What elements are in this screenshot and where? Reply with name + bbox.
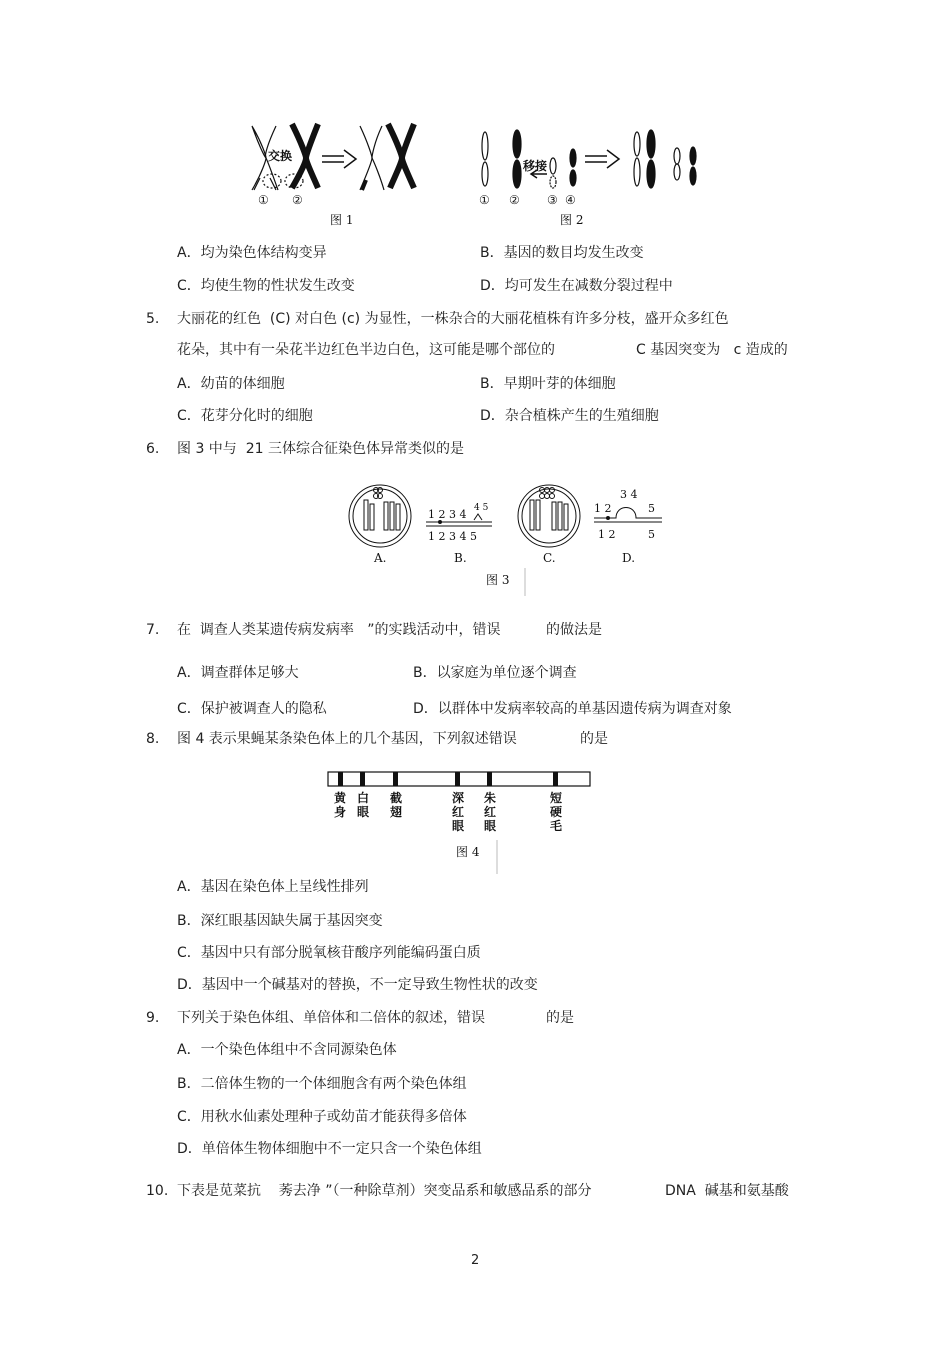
q10-stem-a: 下表是苋菜抗 莠去净 ”（一种除草剂）突变品系和敏感品系的部分 <box>177 1183 592 1199</box>
q8-stem-a: 图 4 表示果蝇某条染色体上的几个基因，下列叙述错误 <box>177 731 517 747</box>
fig1-caption: 图 1 <box>330 213 354 227</box>
fig1-label-1: ① <box>258 193 269 207</box>
fig4-gene-4: 深红眼 <box>452 791 465 833</box>
q9-option-a: A．一个染色体组中不含同源染色体 <box>177 1042 397 1058</box>
q5-number: 5. <box>146 311 160 327</box>
q4-option-a: A．均为染色体结构变异 <box>177 245 327 261</box>
fig1-label-2: ② <box>292 193 303 207</box>
fig3-label-d: D. <box>622 551 636 565</box>
page-number: 2 <box>471 1253 480 1268</box>
q7-stem-a: 在 调查人类某遗传病发病率 ”的实践活动中，错误 <box>177 622 501 638</box>
fig3-label-a: A. <box>374 551 387 565</box>
fig3-label-c: C. <box>543 551 556 565</box>
fig4-gene-5: 朱红眼 <box>484 791 497 833</box>
q9-stem-a: 下列关于染色体组、单倍体和二倍体的叙述，错误 <box>177 1010 485 1026</box>
q4-option-c: C．均使生物的性状发生改变 <box>177 278 355 294</box>
q7-stem-b: 的做法是 <box>546 622 602 638</box>
fig3-d-bottom-right: 5 <box>648 528 655 541</box>
q5-option-d: D．杂合植株产生的生殖细胞 <box>480 408 659 424</box>
q7-option-b: B．以家庭为单位逐个调查 <box>413 665 577 681</box>
fig3-d-top-right: 5 <box>648 502 655 515</box>
fig2-label-4: ④ <box>565 193 576 207</box>
fig2-label-3: ③ <box>547 193 558 207</box>
figure-4 <box>326 768 594 876</box>
fig4-caption: 图 4 <box>456 845 480 859</box>
q10-number: 10. <box>146 1183 169 1199</box>
fig2-caption: 图 2 <box>560 213 584 227</box>
q5-option-c: C．花芽分化时的细胞 <box>177 408 313 424</box>
fig3-b-top: 1 2 3 4 <box>428 508 467 521</box>
q7-option-d: D．以群体中发病率较高的单基因遗传病为调查对象 <box>413 701 732 717</box>
fig3-label-b: B. <box>454 551 467 565</box>
q9-stem-b: 的是 <box>546 1010 574 1026</box>
q8-option-a: A．基因在染色体上呈线性排列 <box>177 879 369 895</box>
q4-option-d: D．均可发生在减数分裂过程中 <box>480 278 673 294</box>
q9-option-c: C．用秋水仙素处理种子或幼苗才能获得多倍体 <box>177 1109 467 1125</box>
fig3-b-top-extra: 4 5 <box>474 503 489 513</box>
q7-option-c: C．保护被调查人的隐私 <box>177 701 327 717</box>
q7-number: 7. <box>146 622 160 638</box>
fig1-swap-label: 交换 <box>268 149 293 163</box>
q7-option-a: A．调查群体足够大 <box>177 665 299 681</box>
fig2-label-1: ① <box>479 193 490 207</box>
fig2-move-label: 移接 <box>523 159 548 173</box>
q5-stem-line2b: C 基因突变为 c 造成的 <box>636 342 788 358</box>
figure-3 <box>340 478 670 596</box>
q5-option-b: B．早期叶芽的体细胞 <box>480 376 616 392</box>
q8-option-c: C．基因中只有部分脱氧核苷酸序列能编码蛋白质 <box>177 945 481 961</box>
q9-option-d: D．单倍体生物体细胞中不一定只含一个染色体组 <box>177 1141 482 1157</box>
q6-stem: 图 3 中与 21 三体综合征染色体异常类似的是 <box>177 441 464 457</box>
fig4-gene-1: 黄身 <box>334 791 347 819</box>
fig4-gene-2: 白眼 <box>357 791 370 819</box>
q5-stem-line2a: 花朵，其中有一朵花半边红色半边白色，这可能是哪个部位的 <box>177 342 555 358</box>
q9-option-b: B．二倍体生物的一个体细胞含有两个染色体组 <box>177 1076 467 1092</box>
q8-stem-b: 的是 <box>580 731 608 747</box>
fig2-label-2: ② <box>509 193 520 207</box>
q4-option-b: B．基因的数目均发生改变 <box>480 245 644 261</box>
q5-option-a: A．幼苗的体细胞 <box>177 376 285 392</box>
q8-number: 8. <box>146 731 160 747</box>
fig3-b-bottom: 1 2 3 4 5 <box>428 530 477 543</box>
q8-option-b: B．深红眼基因缺失属于基因突变 <box>177 913 383 929</box>
q8-option-d: D．基因中一个碱基对的替换，不一定导致生物性状的改变 <box>177 977 538 993</box>
fig3-caption: 图 3 <box>486 573 510 587</box>
fig3-d-top-loop: 3 4 <box>620 488 638 501</box>
figure-2 <box>475 118 705 230</box>
q10-stem-b: DNA 碱基和氨基酸 <box>665 1183 789 1199</box>
fig3-d-bottom-left: 1 2 <box>598 528 616 541</box>
q9-number: 9. <box>146 1010 160 1026</box>
q5-stem-line1: 大丽花的红色 (C) 对白色 (c) 为显性，一株杂合的大丽花植株有许多分枝，盛开众多红色 <box>177 311 729 327</box>
q6-number: 6. <box>146 441 160 457</box>
fig4-gene-6: 短硬毛 <box>550 791 563 833</box>
fig4-gene-3: 截翅 <box>390 791 403 819</box>
fig3-d-top-left: 1 2 <box>594 502 612 515</box>
figure-1 <box>240 118 420 230</box>
